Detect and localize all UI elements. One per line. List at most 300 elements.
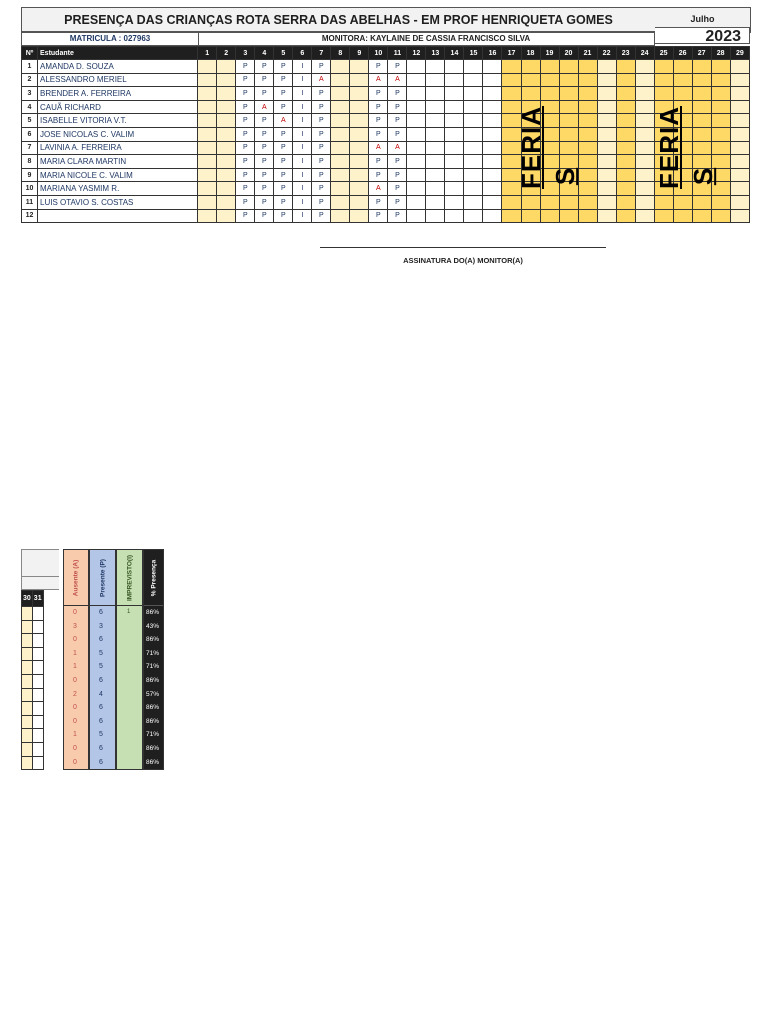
attendance-cell[interactable]	[635, 114, 654, 128]
attendance-cell[interactable]	[692, 100, 711, 114]
attendance-cell[interactable]	[350, 73, 369, 87]
attendance-cell[interactable]: P	[312, 209, 331, 223]
summary-day-cell[interactable]	[32, 756, 43, 770]
attendance-cell[interactable]: P	[236, 182, 255, 196]
attendance-cell[interactable]	[540, 114, 559, 128]
attendance-cell[interactable]	[521, 141, 540, 155]
attendance-cell[interactable]	[597, 155, 616, 169]
attendance-cell[interactable]	[597, 141, 616, 155]
attendance-cell[interactable]: P	[255, 155, 274, 169]
attendance-cell[interactable]	[331, 209, 350, 223]
attendance-cell[interactable]: P	[255, 87, 274, 101]
attendance-cell[interactable]: P	[255, 182, 274, 196]
attendance-cell[interactable]	[616, 168, 635, 182]
attendance-cell[interactable]	[198, 182, 217, 196]
attendance-cell[interactable]: I	[293, 141, 312, 155]
attendance-cell[interactable]	[635, 60, 654, 74]
attendance-cell[interactable]	[711, 155, 730, 169]
attendance-cell[interactable]	[483, 195, 502, 209]
attendance-cell[interactable]	[502, 87, 521, 101]
summary-day-cell[interactable]	[32, 607, 43, 621]
attendance-cell[interactable]	[616, 209, 635, 223]
attendance-cell[interactable]: I	[293, 73, 312, 87]
attendance-cell[interactable]	[730, 87, 749, 101]
attendance-cell[interactable]: A	[369, 182, 388, 196]
attendance-cell[interactable]	[483, 182, 502, 196]
attendance-cell[interactable]	[407, 209, 426, 223]
attendance-cell[interactable]	[521, 114, 540, 128]
attendance-cell[interactable]: P	[274, 127, 293, 141]
attendance-cell[interactable]	[692, 73, 711, 87]
attendance-cell[interactable]: P	[312, 182, 331, 196]
attendance-cell[interactable]	[198, 209, 217, 223]
summary-day-cell[interactable]	[32, 742, 43, 756]
attendance-cell[interactable]: A	[369, 73, 388, 87]
attendance-cell[interactable]	[673, 114, 692, 128]
summary-day-cell[interactable]	[32, 661, 43, 675]
attendance-cell[interactable]	[711, 87, 730, 101]
attendance-cell[interactable]	[445, 168, 464, 182]
attendance-cell[interactable]	[217, 60, 236, 74]
attendance-cell[interactable]: P	[388, 114, 407, 128]
attendance-cell[interactable]	[483, 155, 502, 169]
attendance-cell[interactable]	[217, 87, 236, 101]
attendance-cell[interactable]	[464, 195, 483, 209]
attendance-cell[interactable]	[559, 73, 578, 87]
attendance-cell[interactable]: P	[369, 87, 388, 101]
attendance-cell[interactable]: P	[388, 87, 407, 101]
attendance-cell[interactable]	[635, 87, 654, 101]
attendance-cell[interactable]	[616, 155, 635, 169]
attendance-cell[interactable]: A	[369, 141, 388, 155]
attendance-cell[interactable]: I	[293, 127, 312, 141]
attendance-cell[interactable]	[198, 127, 217, 141]
attendance-cell[interactable]	[521, 60, 540, 74]
attendance-cell[interactable]: P	[369, 127, 388, 141]
attendance-cell[interactable]	[483, 209, 502, 223]
summary-day-cell[interactable]	[32, 634, 43, 648]
attendance-cell[interactable]	[426, 87, 445, 101]
attendance-cell[interactable]	[559, 195, 578, 209]
attendance-cell[interactable]: P	[312, 100, 331, 114]
attendance-cell[interactable]	[217, 127, 236, 141]
attendance-cell[interactable]	[597, 209, 616, 223]
attendance-cell[interactable]: P	[312, 155, 331, 169]
attendance-cell[interactable]	[673, 195, 692, 209]
attendance-cell[interactable]	[730, 182, 749, 196]
attendance-cell[interactable]	[331, 114, 350, 128]
attendance-cell[interactable]: P	[312, 87, 331, 101]
attendance-cell[interactable]	[711, 195, 730, 209]
summary-day-cell[interactable]	[32, 620, 43, 634]
attendance-cell[interactable]	[540, 141, 559, 155]
attendance-cell[interactable]	[502, 195, 521, 209]
attendance-cell[interactable]	[331, 168, 350, 182]
attendance-cell[interactable]: P	[255, 60, 274, 74]
attendance-cell[interactable]	[711, 100, 730, 114]
summary-day-cell[interactable]	[22, 742, 33, 756]
attendance-cell[interactable]	[464, 155, 483, 169]
attendance-cell[interactable]	[331, 73, 350, 87]
summary-day-cell[interactable]	[32, 647, 43, 661]
attendance-cell[interactable]	[654, 100, 673, 114]
attendance-cell[interactable]	[502, 141, 521, 155]
attendance-cell[interactable]	[445, 100, 464, 114]
attendance-cell[interactable]	[426, 141, 445, 155]
attendance-cell[interactable]: P	[312, 168, 331, 182]
attendance-cell[interactable]	[616, 73, 635, 87]
summary-day-cell[interactable]	[22, 729, 33, 743]
attendance-cell[interactable]	[464, 73, 483, 87]
attendance-cell[interactable]	[217, 114, 236, 128]
attendance-cell[interactable]	[350, 100, 369, 114]
attendance-cell[interactable]	[426, 60, 445, 74]
attendance-cell[interactable]	[198, 60, 217, 74]
attendance-cell[interactable]: P	[274, 209, 293, 223]
attendance-cell[interactable]	[445, 141, 464, 155]
attendance-cell[interactable]	[350, 87, 369, 101]
attendance-cell[interactable]	[521, 100, 540, 114]
attendance-cell[interactable]	[483, 60, 502, 74]
attendance-cell[interactable]	[350, 168, 369, 182]
attendance-cell[interactable]: I	[293, 209, 312, 223]
attendance-cell[interactable]	[711, 209, 730, 223]
attendance-cell[interactable]: I	[293, 168, 312, 182]
attendance-cell[interactable]: P	[236, 60, 255, 74]
attendance-cell[interactable]	[198, 73, 217, 87]
attendance-cell[interactable]	[521, 127, 540, 141]
summary-day-cell[interactable]	[22, 674, 33, 688]
attendance-cell[interactable]	[521, 87, 540, 101]
attendance-cell[interactable]	[616, 141, 635, 155]
summary-day-cell[interactable]	[22, 647, 33, 661]
attendance-cell[interactable]: P	[369, 60, 388, 74]
attendance-cell[interactable]	[407, 155, 426, 169]
attendance-cell[interactable]	[483, 127, 502, 141]
attendance-cell[interactable]	[692, 195, 711, 209]
attendance-cell[interactable]	[540, 127, 559, 141]
attendance-cell[interactable]	[350, 182, 369, 196]
attendance-cell[interactable]: P	[274, 195, 293, 209]
attendance-cell[interactable]: P	[236, 168, 255, 182]
attendance-cell[interactable]	[673, 100, 692, 114]
attendance-cell[interactable]	[217, 141, 236, 155]
attendance-cell[interactable]: P	[236, 114, 255, 128]
attendance-cell[interactable]	[616, 114, 635, 128]
attendance-cell[interactable]	[198, 155, 217, 169]
summary-day-cell[interactable]	[22, 634, 33, 648]
attendance-cell[interactable]: P	[255, 114, 274, 128]
attendance-cell[interactable]	[597, 100, 616, 114]
attendance-cell[interactable]	[654, 168, 673, 182]
attendance-cell[interactable]: P	[388, 209, 407, 223]
attendance-cell[interactable]	[426, 168, 445, 182]
attendance-cell[interactable]	[198, 168, 217, 182]
attendance-cell[interactable]	[350, 127, 369, 141]
attendance-cell[interactable]	[407, 100, 426, 114]
summary-day-cell[interactable]	[22, 715, 33, 729]
summary-day-cell[interactable]	[22, 702, 33, 716]
attendance-cell[interactable]	[616, 100, 635, 114]
attendance-cell[interactable]	[502, 114, 521, 128]
attendance-cell[interactable]	[521, 195, 540, 209]
attendance-cell[interactable]	[597, 127, 616, 141]
attendance-cell[interactable]: P	[255, 141, 274, 155]
attendance-cell[interactable]	[426, 209, 445, 223]
attendance-cell[interactable]: P	[274, 87, 293, 101]
attendance-cell[interactable]	[711, 127, 730, 141]
attendance-cell[interactable]	[350, 114, 369, 128]
attendance-cell[interactable]	[540, 195, 559, 209]
attendance-cell[interactable]	[502, 182, 521, 196]
attendance-cell[interactable]	[521, 73, 540, 87]
attendance-cell[interactable]: P	[255, 168, 274, 182]
attendance-cell[interactable]	[597, 168, 616, 182]
attendance-cell[interactable]	[616, 127, 635, 141]
attendance-cell[interactable]	[483, 141, 502, 155]
attendance-cell[interactable]	[578, 60, 597, 74]
attendance-cell[interactable]	[559, 209, 578, 223]
attendance-cell[interactable]	[635, 195, 654, 209]
attendance-cell[interactable]: P	[312, 141, 331, 155]
attendance-cell[interactable]	[350, 155, 369, 169]
attendance-cell[interactable]: P	[312, 195, 331, 209]
attendance-cell[interactable]	[673, 141, 692, 155]
attendance-cell[interactable]: P	[388, 168, 407, 182]
attendance-cell[interactable]	[407, 87, 426, 101]
attendance-cell[interactable]	[331, 141, 350, 155]
attendance-cell[interactable]	[198, 195, 217, 209]
attendance-cell[interactable]	[730, 155, 749, 169]
attendance-cell[interactable]	[521, 155, 540, 169]
attendance-cell[interactable]: P	[369, 168, 388, 182]
attendance-cell[interactable]	[597, 195, 616, 209]
attendance-cell[interactable]	[654, 182, 673, 196]
attendance-cell[interactable]: P	[236, 155, 255, 169]
attendance-cell[interactable]	[198, 141, 217, 155]
attendance-cell[interactable]	[464, 141, 483, 155]
attendance-cell[interactable]	[635, 127, 654, 141]
attendance-cell[interactable]	[521, 182, 540, 196]
attendance-cell[interactable]: P	[255, 195, 274, 209]
attendance-cell[interactable]	[540, 155, 559, 169]
attendance-cell[interactable]: P	[236, 195, 255, 209]
attendance-cell[interactable]	[559, 155, 578, 169]
attendance-cell[interactable]: P	[236, 87, 255, 101]
attendance-cell[interactable]: P	[312, 60, 331, 74]
attendance-cell[interactable]	[502, 73, 521, 87]
attendance-cell[interactable]	[331, 182, 350, 196]
attendance-cell[interactable]	[540, 60, 559, 74]
attendance-cell[interactable]	[407, 73, 426, 87]
attendance-cell[interactable]: I	[293, 87, 312, 101]
attendance-cell[interactable]	[331, 87, 350, 101]
attendance-cell[interactable]	[692, 209, 711, 223]
attendance-cell[interactable]	[464, 127, 483, 141]
attendance-cell[interactable]: P	[369, 209, 388, 223]
attendance-cell[interactable]	[654, 87, 673, 101]
attendance-cell[interactable]	[217, 100, 236, 114]
attendance-cell[interactable]	[692, 127, 711, 141]
attendance-cell[interactable]: P	[274, 73, 293, 87]
attendance-cell[interactable]	[692, 87, 711, 101]
attendance-cell[interactable]: A	[274, 114, 293, 128]
summary-day-cell[interactable]	[32, 729, 43, 743]
attendance-cell[interactable]	[616, 182, 635, 196]
attendance-cell[interactable]	[635, 141, 654, 155]
attendance-cell[interactable]: P	[388, 195, 407, 209]
attendance-cell[interactable]	[730, 100, 749, 114]
attendance-cell[interactable]	[445, 182, 464, 196]
attendance-cell[interactable]	[711, 60, 730, 74]
attendance-cell[interactable]	[445, 73, 464, 87]
attendance-cell[interactable]	[654, 141, 673, 155]
attendance-cell[interactable]	[331, 60, 350, 74]
attendance-cell[interactable]	[331, 100, 350, 114]
attendance-cell[interactable]	[540, 209, 559, 223]
attendance-cell[interactable]	[578, 155, 597, 169]
attendance-cell[interactable]	[407, 195, 426, 209]
attendance-cell[interactable]	[635, 100, 654, 114]
attendance-cell[interactable]	[730, 168, 749, 182]
summary-day-cell[interactable]	[32, 674, 43, 688]
attendance-cell[interactable]	[502, 209, 521, 223]
attendance-cell[interactable]	[730, 60, 749, 74]
attendance-cell[interactable]	[502, 60, 521, 74]
attendance-cell[interactable]	[711, 73, 730, 87]
attendance-cell[interactable]	[597, 114, 616, 128]
attendance-cell[interactable]	[559, 141, 578, 155]
attendance-cell[interactable]	[407, 141, 426, 155]
attendance-cell[interactable]	[673, 87, 692, 101]
attendance-cell[interactable]	[540, 87, 559, 101]
attendance-cell[interactable]	[730, 209, 749, 223]
attendance-cell[interactable]	[654, 127, 673, 141]
attendance-cell[interactable]: P	[255, 209, 274, 223]
attendance-cell[interactable]	[654, 195, 673, 209]
attendance-cell[interactable]	[540, 100, 559, 114]
attendance-cell[interactable]	[217, 209, 236, 223]
attendance-cell[interactable]	[217, 73, 236, 87]
attendance-cell[interactable]	[483, 168, 502, 182]
attendance-cell[interactable]	[350, 195, 369, 209]
attendance-cell[interactable]	[407, 127, 426, 141]
attendance-cell[interactable]	[502, 168, 521, 182]
attendance-cell[interactable]: I	[293, 155, 312, 169]
attendance-cell[interactable]	[445, 209, 464, 223]
attendance-cell[interactable]	[654, 60, 673, 74]
attendance-cell[interactable]	[483, 100, 502, 114]
attendance-cell[interactable]	[407, 114, 426, 128]
attendance-cell[interactable]: P	[388, 155, 407, 169]
attendance-cell[interactable]	[217, 195, 236, 209]
attendance-cell[interactable]: I	[293, 100, 312, 114]
attendance-cell[interactable]	[217, 155, 236, 169]
attendance-cell[interactable]	[730, 195, 749, 209]
attendance-cell[interactable]: P	[236, 209, 255, 223]
attendance-cell[interactable]	[578, 73, 597, 87]
attendance-cell[interactable]	[350, 209, 369, 223]
attendance-cell[interactable]	[654, 209, 673, 223]
attendance-cell[interactable]	[673, 127, 692, 141]
attendance-cell[interactable]	[198, 100, 217, 114]
attendance-cell[interactable]	[597, 87, 616, 101]
attendance-cell[interactable]	[407, 182, 426, 196]
attendance-cell[interactable]	[407, 60, 426, 74]
attendance-cell[interactable]	[559, 87, 578, 101]
attendance-cell[interactable]	[654, 114, 673, 128]
attendance-cell[interactable]	[616, 195, 635, 209]
attendance-cell[interactable]: P	[388, 127, 407, 141]
attendance-cell[interactable]: P	[312, 114, 331, 128]
attendance-cell[interactable]	[578, 127, 597, 141]
attendance-cell[interactable]	[635, 73, 654, 87]
attendance-cell[interactable]: P	[274, 155, 293, 169]
attendance-cell[interactable]	[350, 141, 369, 155]
attendance-cell[interactable]	[331, 127, 350, 141]
attendance-cell[interactable]	[635, 168, 654, 182]
attendance-cell[interactable]	[521, 168, 540, 182]
attendance-cell[interactable]	[597, 73, 616, 87]
attendance-cell[interactable]	[692, 60, 711, 74]
attendance-cell[interactable]: P	[369, 155, 388, 169]
attendance-cell[interactable]	[331, 155, 350, 169]
attendance-cell[interactable]: P	[236, 141, 255, 155]
attendance-cell[interactable]	[483, 73, 502, 87]
attendance-cell[interactable]	[673, 209, 692, 223]
attendance-cell[interactable]	[597, 182, 616, 196]
attendance-cell[interactable]	[464, 114, 483, 128]
summary-day-cell[interactable]	[22, 620, 33, 634]
attendance-cell[interactable]: P	[236, 73, 255, 87]
attendance-cell[interactable]: I	[293, 195, 312, 209]
attendance-cell[interactable]: P	[388, 60, 407, 74]
attendance-cell[interactable]	[426, 73, 445, 87]
attendance-cell[interactable]	[426, 155, 445, 169]
attendance-cell[interactable]	[198, 114, 217, 128]
attendance-cell[interactable]: P	[236, 127, 255, 141]
attendance-cell[interactable]	[730, 127, 749, 141]
attendance-cell[interactable]	[426, 100, 445, 114]
summary-day-cell[interactable]	[22, 661, 33, 675]
attendance-cell[interactable]: P	[369, 100, 388, 114]
attendance-cell[interactable]	[673, 60, 692, 74]
attendance-cell[interactable]	[578, 114, 597, 128]
attendance-cell[interactable]	[597, 60, 616, 74]
attendance-cell[interactable]	[483, 114, 502, 128]
attendance-cell[interactable]	[426, 182, 445, 196]
attendance-cell[interactable]: A	[255, 100, 274, 114]
attendance-cell[interactable]: I	[293, 60, 312, 74]
attendance-cell[interactable]	[730, 73, 749, 87]
attendance-cell[interactable]	[521, 209, 540, 223]
attendance-cell[interactable]	[464, 87, 483, 101]
attendance-cell[interactable]	[502, 155, 521, 169]
attendance-cell[interactable]	[198, 87, 217, 101]
attendance-cell[interactable]: P	[369, 114, 388, 128]
attendance-cell[interactable]	[464, 182, 483, 196]
attendance-cell[interactable]: I	[293, 182, 312, 196]
summary-day-cell[interactable]	[32, 702, 43, 716]
attendance-cell[interactable]	[445, 155, 464, 169]
attendance-cell[interactable]	[654, 73, 673, 87]
attendance-cell[interactable]	[559, 60, 578, 74]
attendance-cell[interactable]	[483, 87, 502, 101]
summary-day-cell[interactable]	[22, 607, 33, 621]
attendance-cell[interactable]	[464, 60, 483, 74]
attendance-cell[interactable]: P	[312, 127, 331, 141]
attendance-cell[interactable]	[578, 100, 597, 114]
